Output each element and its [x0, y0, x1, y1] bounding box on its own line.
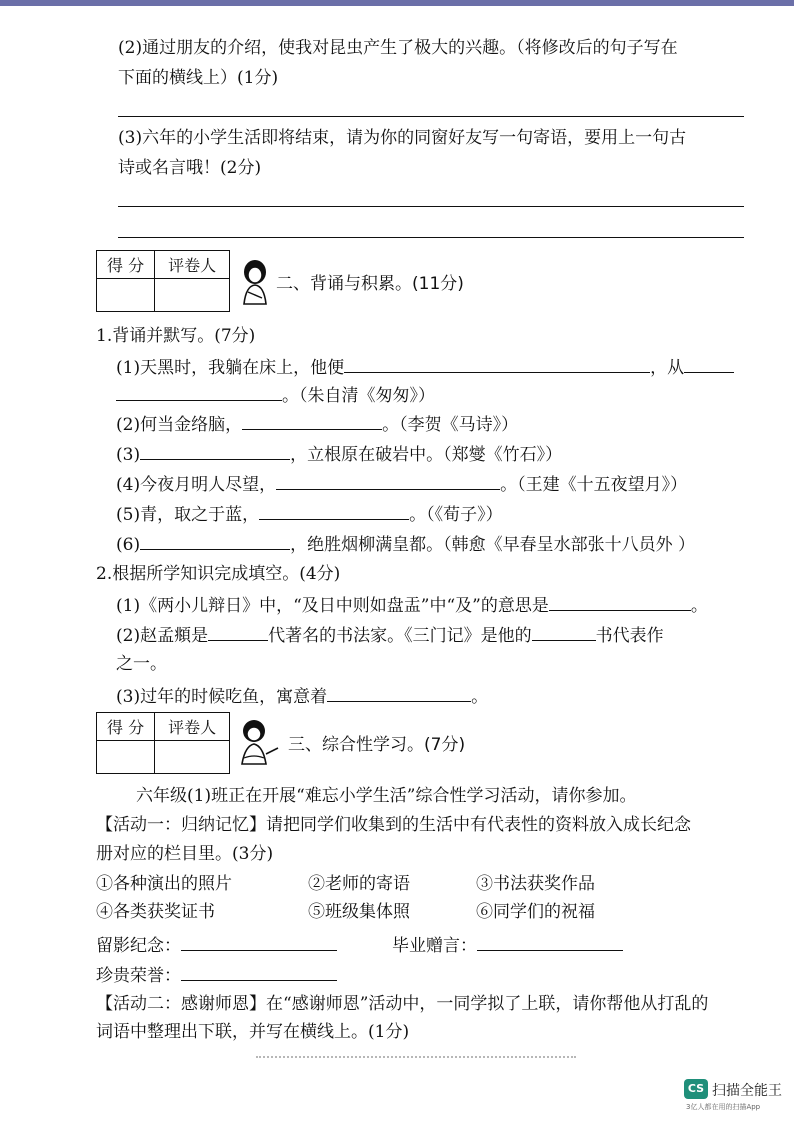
category-messages: 毕业赠言：	[392, 932, 623, 958]
fill-blank[interactable]	[276, 471, 500, 490]
option-2: ②老师的寄语	[308, 874, 410, 894]
fill-blank[interactable]	[259, 501, 409, 520]
q3-instruction-line1: (3)六年的小学生活即将结束，请为你的同窗好友写一句寄语，要用上一句古	[118, 128, 687, 148]
fill-blank[interactable]	[532, 622, 596, 641]
q1-title: 1.背诵并默写。(7分)	[96, 326, 256, 346]
grader-label: 评卷人	[155, 713, 230, 741]
q1-4-line: (4)今夜月明人尽望， 。（王建《十五夜望月》）	[116, 471, 687, 497]
student-illustration-icon	[236, 718, 282, 768]
answer-line	[118, 206, 744, 207]
q1-5-line: (5)青，取之于蓝， 。（《荀子》）	[116, 501, 503, 527]
section2-title: 二、背诵与积累。(11分)	[276, 274, 464, 294]
q2-title: 2.根据所学知识完成填空。(4分)	[96, 564, 341, 584]
fill-blank[interactable]	[327, 683, 471, 702]
score-box	[96, 250, 230, 312]
activity1-line1: 【活动一：归纳记忆】请把同学们收集到的生活中有代表性的资料放入成长纪念	[96, 815, 691, 835]
grader-label: 评卷人	[155, 251, 230, 279]
category-photos: 留影纪念：	[96, 932, 337, 958]
fill-blank[interactable]	[684, 354, 734, 373]
option-4: ④各类获奖证书	[96, 902, 215, 922]
grader-cell[interactable]	[155, 741, 230, 774]
score-box	[96, 712, 230, 774]
q2-instruction-line1: (2)通过朋友的介绍，使我对昆虫产生了极大的兴趣。（将修改后的句子写在	[118, 38, 678, 58]
student-illustration-icon	[236, 258, 274, 310]
q2-1-line: (1)《两小儿辩日》中，“及日中则如盘盂”中“及”的意思是 。	[116, 592, 708, 618]
q2-instruction-line2: 下面的横线上）(1分)	[118, 68, 279, 88]
grader-cell[interactable]	[155, 279, 230, 312]
scanner-app-name: 扫描全能王	[712, 1083, 782, 1099]
score-label: 得 分	[97, 251, 155, 279]
activity1-line2: 册对应的栏目里。(3分)	[96, 844, 274, 864]
q1-3-line: (3) ，立根原在破岩中。（郑燮《竹石》）	[116, 441, 562, 467]
category-honors: 珍贵荣誉：	[96, 962, 337, 988]
activity2-line2: 词语中整理出下联，并写在横线上。(1分)	[96, 1022, 410, 1042]
fill-blank[interactable]	[344, 354, 650, 373]
score-label: 得 分	[97, 713, 155, 741]
option-5: ⑤班级集体照	[308, 902, 410, 922]
cutoff-text-fragment	[256, 1056, 576, 1064]
scanner-app-tagline: 3亿人都在用的扫描App	[686, 1103, 761, 1111]
fill-blank[interactable]	[116, 382, 282, 401]
fill-blank[interactable]	[140, 531, 290, 550]
fill-blank[interactable]	[242, 411, 382, 430]
q1-2-line: (2)何当金络脑， 。（李贺《马诗》）	[116, 411, 518, 437]
fill-blank[interactable]	[181, 932, 337, 951]
answer-line	[118, 116, 744, 117]
fill-blank[interactable]	[181, 962, 337, 981]
section3-title: 三、综合性学习。(7分)	[288, 735, 466, 755]
fill-blank[interactable]	[477, 932, 623, 951]
q1-1-cont: 。（朱自清《匆匆》）	[116, 382, 435, 408]
activity2-line1: 【活动二：感谢师恩】在“感谢师恩”活动中，一同学拟了上联，请你帮他从打乱的	[96, 994, 709, 1014]
q2-2-cont: 之一。	[116, 654, 167, 674]
q1-6-line: (6) ，绝胜烟柳满皇都。（韩愈《早春呈水部张十八员外 ）	[116, 531, 695, 557]
scanner-app-logo-icon: CS	[684, 1079, 708, 1099]
activity-intro: 六年级(1)班正在开展“难忘小学生活”综合性学习活动，请你参加。	[136, 786, 637, 806]
top-edge-bar	[0, 0, 794, 6]
fill-blank[interactable]	[549, 592, 691, 611]
fill-blank[interactable]	[140, 441, 290, 460]
q1-1-line: (1)天黑时，我躺在床上，他便 ，从	[116, 354, 734, 380]
q2-2-line: (2)赵孟頫是 代著名的书法家。《三门记》是他的 书代表作	[116, 622, 664, 648]
score-cell[interactable]	[97, 741, 155, 774]
score-cell[interactable]	[97, 279, 155, 312]
answer-line	[118, 237, 744, 238]
q2-3-line: (3)过年的时候吃鱼，寓意着 。	[116, 683, 488, 709]
option-6: ⑥同学们的祝福	[476, 902, 595, 922]
option-3: ③书法获奖作品	[476, 874, 595, 894]
fill-blank[interactable]	[208, 622, 268, 641]
q3-instruction-line2: 诗或名言哦！(2分)	[118, 158, 262, 178]
option-1: ①各种演出的照片	[96, 874, 232, 894]
